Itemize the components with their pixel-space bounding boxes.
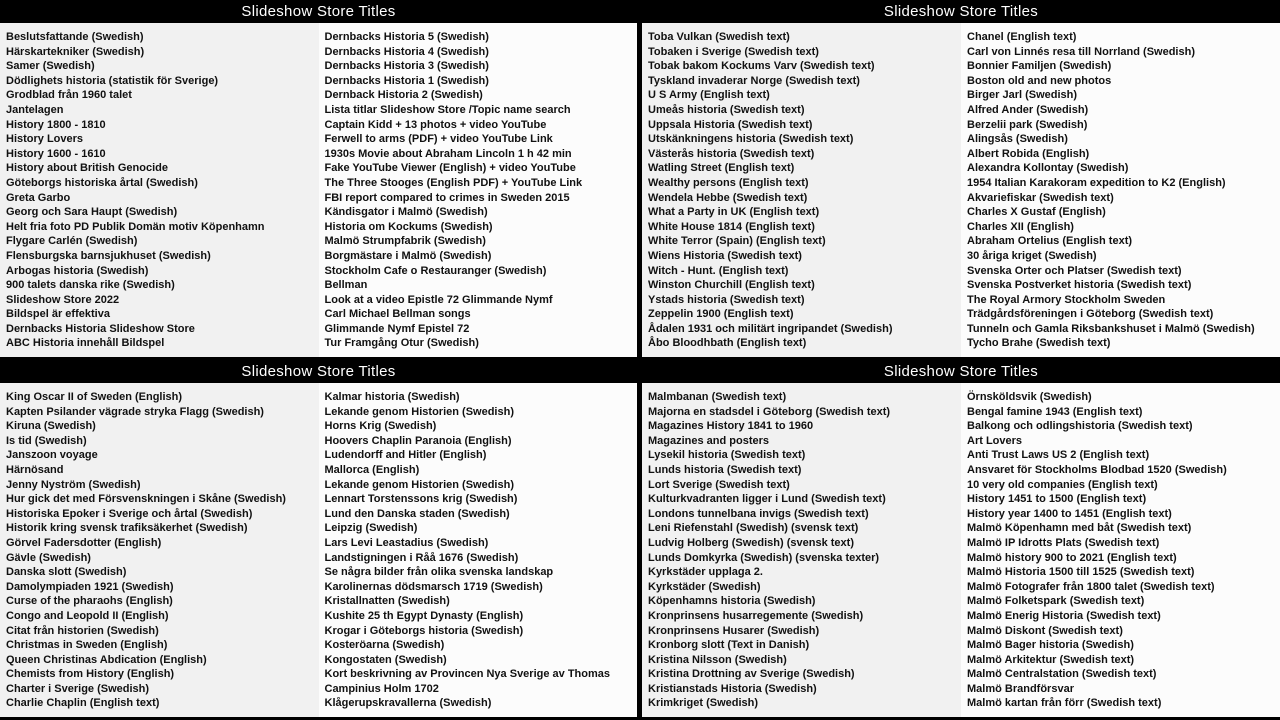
title-list-item: History Lovers: [6, 133, 84, 146]
slide-top-right: [637, 0, 1280, 360]
title-list-item: 10 very old companies (English text): [967, 478, 1158, 491]
title-list-item: Landstigningen i Råå 1676 (Swedish): [324, 551, 519, 564]
title-list-item: Akvariefiskar (Swedish text): [967, 191, 1114, 204]
title-list-item: Kulturkvadranten ligger i Lund (Swedish text): [648, 493, 886, 506]
title-list-item: Stockholm Cafe o Restauranger (Swedish): [324, 264, 547, 277]
title-list-item: Congo and Leopold II (English): [6, 609, 169, 622]
title-list-item: Jenny Nyström (Swedish): [6, 478, 141, 491]
title-list-item: ABC Historia innehåll Bildspel: [6, 337, 165, 350]
title-list-item: Västerås historia (Swedish text): [648, 147, 815, 160]
title-list-item: Fake YouTube Viewer (English) + video YouTube: [324, 162, 576, 175]
title-list-item: Härnösand: [6, 463, 64, 476]
title-list-left: [0, 383, 319, 717]
title-list-item: Göteborgs historiska årtal (Swedish): [6, 176, 198, 189]
title-list-right: [961, 383, 1280, 717]
title-list-item: Chemists from History (English): [6, 668, 175, 681]
title-list-item: Toba Vulkan (Swedish text): [648, 31, 790, 43]
title-list-item: Magazines and posters: [648, 434, 770, 447]
title-list-item: Charles X Gustaf (English): [967, 206, 1106, 219]
title-list-item: Kristina Drottning av Sverige (Swedish): [648, 668, 855, 681]
title-list-item: Kosteröarna (Swedish): [324, 639, 445, 652]
title-list-item: Malmö Köpenhamn med båt (Swedish text): [967, 522, 1192, 535]
title-list-item: Malmö Bager historia (Swedish): [967, 639, 1134, 652]
title-list-item: Svenska Orter och Platser (Swedish text): [967, 264, 1182, 277]
title-list-item: Zeppelin 1900 (English text): [648, 308, 794, 321]
title-list-item: Köpenhamns historia (Swedish): [648, 595, 816, 608]
title-list-item: Wiens Historia (Swedish text): [648, 249, 802, 262]
title-list-item: Dernback Historia 2 (Swedish): [324, 89, 483, 102]
title-list-item: Se några bilder från olika svenska landskap: [324, 566, 554, 579]
title-list-item: Charlie Chaplin (English text): [6, 697, 160, 710]
title-list-item: Boston old and new photos: [967, 74, 1112, 87]
title-list-item: Krimkriget (Swedish): [648, 697, 759, 710]
slide-title: Slideshow Store Titles: [241, 363, 396, 380]
title-list-item: Ludvig Holberg (Swedish) (svensk text): [648, 536, 854, 549]
title-list-item: Görvel Fadersdotter (English): [6, 536, 162, 549]
title-list-item: Christmas in Sweden (English): [6, 639, 168, 652]
title-list-item: Historik kring svensk trafiksäkerhet (Swedish): [6, 522, 248, 535]
title-list-item: Danska slott (Swedish): [6, 566, 127, 579]
title-list-item: History about British Genocide: [6, 162, 168, 175]
slide-title: Slideshow Store Titles: [883, 363, 1039, 380]
slide-title: Slideshow Store Titles: [883, 3, 1039, 20]
title-list-item: Dernbacks Historia Slideshow Store: [6, 322, 195, 335]
slide-body: [642, 23, 1280, 357]
title-list-item: Dernbacks Historia 5 (Swedish): [324, 31, 489, 43]
title-list-item: Look at a video Epistle 72 Glimmande Nymf: [324, 293, 553, 306]
title-list-item: Lund den Danska staden (Swedish): [324, 507, 510, 520]
title-list-item: Kronprinsens husarregemente (Swedish): [648, 609, 864, 622]
title-list-item: Kronprinsens Husarer (Swedish): [648, 624, 820, 637]
title-list-item: Malmö Centralstation (Swedish text): [967, 668, 1157, 681]
title-list-item: Helt fria foto PD Publik Domän motiv Köpenhamn: [6, 220, 265, 233]
title-list-item: Flygare Carlén (Swedish): [6, 235, 138, 248]
title-list-item: Karolinernas dödsmarsch 1719 (Swedish): [324, 580, 543, 593]
title-list-item: Ystads historia (Swedish text): [648, 293, 805, 306]
slide-title-bar: [0, 0, 637, 23]
title-list-item: Flensburgska barnsjukhuset (Swedish): [6, 249, 211, 262]
title-list-item: Jantelagen: [6, 103, 64, 116]
title-list-left: [642, 23, 961, 357]
slide-bottom-right: [637, 360, 1280, 720]
title-list-left: [642, 383, 961, 717]
title-list-item: Leipzig (Swedish): [324, 522, 418, 535]
title-list-item: Kronborg slott (Text in Danish): [648, 639, 810, 652]
title-list-item: Citat från historien (Swedish): [6, 624, 159, 637]
title-list-item: Art Lovers: [967, 434, 1023, 447]
title-list-item: History 1800 - 1810: [6, 118, 106, 131]
title-list-item: White House 1814 (English text): [648, 220, 815, 233]
title-list-item: Wendela Hebbe (Swedish text): [648, 191, 808, 204]
title-list-item: Anti Trust Laws US 2 (English text): [967, 449, 1150, 462]
slide-title: Slideshow Store Titles: [241, 3, 396, 20]
title-list-item: Kändisgator i Malmö (Swedish): [324, 206, 488, 219]
title-list-item: Alingsås (Swedish): [967, 133, 1068, 146]
title-list-item: Majorna en stadsdel i Göteborg (Swedish text): [648, 405, 891, 418]
title-list-item: Charles XII (English): [967, 220, 1074, 233]
title-list-item: Lunds Domkyrka (Swedish) (svenska texter): [648, 551, 880, 564]
title-list-item: Is tid (Swedish): [6, 434, 87, 447]
slide-body: [0, 383, 637, 717]
title-list-item: The Royal Armory Stockholm Sweden: [967, 293, 1166, 306]
title-list-item: Ansvaret för Stockholms Blodbad 1520 (Swedish): [967, 463, 1227, 476]
title-list-item: Kongostaten (Swedish): [324, 653, 447, 666]
title-list-item: Örnsköldsvik (Swedish): [967, 391, 1092, 403]
slide-top-left: [0, 0, 637, 360]
title-list-item: Glimmande Nymf Epistel 72: [324, 322, 470, 335]
title-list-item: Chanel (English text): [967, 31, 1077, 43]
title-list-item: Lista titlar Slideshow Store /Topic name search: [324, 103, 571, 116]
title-list-item: History 1600 - 1610: [6, 147, 106, 160]
title-list-item: Kristianstads Historia (Swedish): [648, 682, 817, 695]
title-list-item: Londons tunnelbana invigs (Swedish text): [648, 507, 869, 520]
title-list-item: Hur gick det med Försvenskningen i Skåne (Swedish): [6, 493, 286, 506]
title-list-item: History 1451 to 1500 (English text): [967, 493, 1147, 506]
title-list-item: Mallorca (English): [324, 463, 420, 476]
title-list-item: Birger Jarl (Swedish): [967, 89, 1078, 102]
title-list-item: Kort beskrivning av Provincen Nya Sverige av Thomas: [324, 668, 610, 681]
title-list-item: Beslutsfattande (Swedish): [6, 31, 144, 43]
title-list-item: Janszoon voyage: [6, 449, 98, 462]
title-list-item: U S Army (English text): [648, 89, 770, 102]
title-list-item: Utskänkningens historia (Swedish text): [648, 133, 854, 146]
title-list-item: Malmö Brandförsvar: [967, 682, 1074, 695]
title-list-item: Tobak bakom Kockums Varv (Swedish text): [648, 60, 875, 73]
title-list-item: Tunneln och Gamla Riksbankshuset i Malmö (Swedish): [967, 322, 1255, 335]
title-list-item: Tur Framgång Otur (Swedish): [324, 337, 479, 350]
title-list-right: [319, 383, 638, 717]
title-list-item: Umeås historia (Swedish text): [648, 103, 805, 116]
title-list-item: Uppsala Historia (Swedish text): [648, 118, 813, 131]
title-list-item: Malmö history 900 to 2021 (English text): [967, 551, 1177, 564]
title-list-item: Bellman: [324, 279, 368, 292]
title-list-item: Gävle (Swedish): [6, 551, 91, 564]
title-list-item: Bonnier Familjen (Swedish): [967, 60, 1112, 73]
title-list-item: King Oscar II of Sweden (English): [6, 391, 183, 403]
title-list-item: 1954 Italian Karakoram expedition to K2 (English): [967, 176, 1226, 189]
title-list-item: Carl von Linnés resa till Norrland (Swedish): [967, 45, 1195, 58]
title-list-item: Trädgårdsföreningen i Göteborg (Swedish text): [967, 308, 1214, 321]
title-list-item: Greta Garbo: [6, 191, 71, 204]
title-list-item: Bengal famine 1943 (English text): [967, 405, 1143, 418]
title-list-item: Arbogas historia (Swedish): [6, 264, 149, 277]
slide-title-bar: [642, 0, 1280, 23]
title-list-item: Hoovers Chaplin Paranoia (English): [324, 434, 512, 447]
title-list-item: Leni Riefenstahl (Swedish) (svensk text): [648, 522, 859, 535]
title-list-item: 1930s Movie about Abraham Lincoln 1 h 42 min: [324, 147, 572, 160]
title-list-item: Malmö kartan från förr (Swedish text): [967, 697, 1162, 710]
title-list-item: Abraham Ortelius (English text): [967, 235, 1133, 248]
title-list-item: 900 talets danska rike (Swedish): [6, 279, 175, 292]
slide-body: [642, 383, 1280, 717]
title-list-item: Malmö Historia 1500 till 1525 (Swedish text): [967, 566, 1195, 579]
title-list-item: Alexandra Kollontay (Swedish): [967, 162, 1129, 175]
title-list-item: Albert Robida (English): [967, 147, 1090, 160]
title-list-item: History year 1400 to 1451 (English text): [967, 507, 1172, 520]
title-list-item: Kyrkstäder upplaga 2.: [648, 566, 763, 579]
title-list-item: Malmö Fotografer från 1800 talet (Swedish text): [967, 580, 1215, 593]
title-list-item: Lekande genom Historien (Swedish): [324, 405, 514, 418]
title-list-item: Georg och Sara Haupt (Swedish): [6, 206, 178, 219]
title-list-item: Kalmar historia (Swedish): [324, 391, 460, 403]
title-list-item: Lysekil historia (Swedish text): [648, 449, 806, 462]
title-list-item: Campinius Holm 1702: [324, 682, 439, 695]
title-list-item: Kiruna (Swedish): [6, 420, 96, 433]
title-list-item: Dernbacks Historia 3 (Swedish): [324, 60, 489, 73]
title-list-item: Kapten Psilander vägrade stryka Flagg (Swedish): [6, 405, 264, 418]
title-list-item: Tycho Brahe (Swedish text): [967, 337, 1111, 350]
title-list-item: Dödlighets historia (statistik för Sverige): [6, 74, 219, 87]
slide-bottom-left: [0, 360, 637, 720]
title-list-item: Malmö Diskont (Swedish text): [967, 624, 1123, 637]
title-list-left: [0, 23, 319, 357]
title-list-item: Curse of the pharaohs (English): [6, 595, 173, 608]
title-list-item: Witch - Hunt. (English text): [648, 264, 789, 277]
title-list-item: Lennart Torstenssons krig (Swedish): [324, 493, 518, 506]
title-list-item: Kyrkstäder (Swedish): [648, 580, 761, 593]
title-list-item: Historia om Kockums (Swedish): [324, 220, 493, 233]
title-list-item: What a Party in UK (English text): [648, 206, 820, 219]
title-list-item: Balkong och odlingshistoria (Swedish text): [967, 420, 1193, 433]
title-list-item: Lars Levi Leastadius (Swedish): [324, 536, 489, 549]
title-list-item: Kristina Nilsson (Swedish): [648, 653, 787, 666]
title-list-item: Borgmästare i Malmö (Swedish): [324, 249, 492, 262]
title-list-item: Tyskland invaderar Norge (Swedish text): [648, 74, 860, 87]
title-list-item: Watling Street (English text): [648, 162, 795, 175]
title-list-item: Alfred Ander (Swedish): [967, 103, 1089, 116]
title-list-item: Historiska Epoker i Sverige och årtal (Swedish): [6, 507, 253, 520]
title-list-item: Slideshow Store 2022: [6, 293, 120, 306]
title-list-item: Malmö Enerig Historia (Swedish text): [967, 609, 1161, 622]
title-list-item: Lekande genom Historien (Swedish): [324, 478, 514, 491]
title-list-item: Carl Michael Bellman songs: [324, 308, 471, 321]
title-list-item: Klågerupskravallerna (Swedish): [324, 697, 492, 710]
title-list-item: Dernbacks Historia 4 (Swedish): [324, 45, 489, 58]
title-list-item: Wealthy persons (English text): [648, 176, 809, 189]
title-list-item: Berzelii park (Swedish): [967, 118, 1088, 131]
slide-title-bar: [642, 360, 1280, 383]
title-list-item: Krogar i Göteborgs historia (Swedish): [324, 624, 524, 637]
title-list-item: Ådalen 1931 och militärt ingripandet (Swedish): [648, 322, 893, 335]
title-list-item: Lort Sverige (Swedish text): [648, 478, 790, 491]
title-list-item: Winston Churchill (English text): [648, 279, 815, 292]
title-list-item: Ludendorff and Hitler (English): [324, 449, 487, 462]
title-list-item: Queen Christinas Abdication (English): [6, 653, 207, 666]
title-list-item: Kristallnatten (Swedish): [324, 595, 450, 608]
title-list-item: 30 åriga kriget (Swedish): [967, 249, 1097, 262]
title-list-item: Malmö Strumpfabrik (Swedish): [324, 235, 486, 248]
title-list-item: Malmbanan (Swedish text): [648, 391, 787, 403]
slide-body: [0, 23, 637, 357]
title-list-item: Lunds historia (Swedish text): [648, 463, 802, 476]
title-list-item: Malmö Folketspark (Swedish text): [967, 595, 1145, 608]
title-list-item: Malmö Arkitektur (Swedish text): [967, 653, 1135, 666]
title-list-item: Härskartekniker (Swedish): [6, 45, 145, 58]
title-list-item: FBI report compared to crimes in Sweden 2015: [324, 191, 570, 204]
title-list-item: White Terror (Spain) (English text): [648, 235, 826, 248]
title-list-item: Captain Kidd + 13 photos + video YouTube: [324, 118, 547, 131]
title-list-item: Magazines History 1841 to 1960: [648, 420, 814, 433]
title-list-item: Kushite 25 th Egypt Dynasty (English): [324, 609, 524, 622]
title-list-item: Dernbacks Historia 1 (Swedish): [324, 74, 489, 87]
title-list-item: Malmö IP Idrotts Plats (Swedish text): [967, 536, 1160, 549]
title-list-item: Horns Krig (Swedish): [324, 420, 437, 433]
slide-title-bar: [0, 360, 637, 383]
title-list-item: Damolympiaden 1921 (Swedish): [6, 580, 174, 593]
title-list-item: Tobaken i Sverige (Swedish text): [648, 45, 819, 58]
title-list-item: The Three Stooges (English PDF) + YouTube Link: [324, 176, 583, 189]
title-list-item: Ferwell to arms (PDF) + video YouTube Link: [324, 133, 553, 146]
title-list-item: Svenska Postverket historia (Swedish text): [967, 279, 1192, 292]
title-list-item: Charter i Sverige (Swedish): [6, 682, 150, 695]
title-list-right: [961, 23, 1280, 357]
title-list-right: [319, 23, 638, 357]
title-list-item: Samer (Swedish): [6, 60, 95, 73]
title-list-item: Grodblad från 1960 talet: [6, 89, 132, 102]
title-list-item: Bildspel är effektiva: [6, 308, 110, 321]
title-list-item: Åbo Bloodhbath (English text): [648, 337, 807, 350]
